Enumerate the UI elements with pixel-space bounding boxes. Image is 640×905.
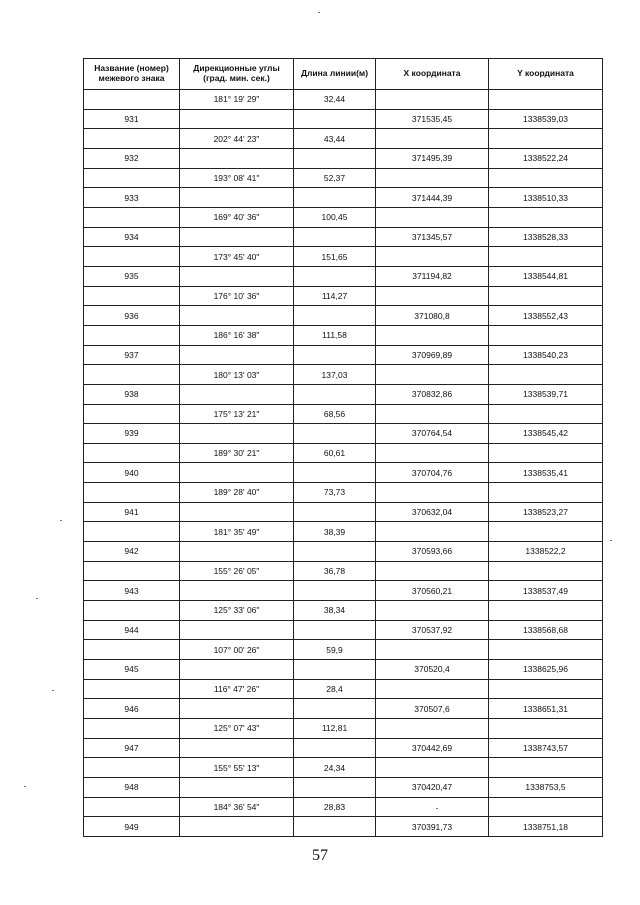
- table-row: [84, 345, 603, 365]
- marker-name-cell: 942: [84, 542, 180, 562]
- table-row: [84, 384, 603, 404]
- x-coordinate-cell: [376, 443, 489, 463]
- x-coordinate-cell: 371194,82: [376, 266, 489, 286]
- direction-angle-cell: [180, 227, 294, 247]
- scan-speck: [24, 786, 26, 787]
- scan-speck: [52, 690, 54, 691]
- x-coordinate-cell: [376, 168, 489, 188]
- table-row: [84, 188, 603, 208]
- y-coordinate-cell: 1338528,33: [489, 227, 603, 247]
- marker-name-cell: [84, 601, 180, 621]
- x-coordinate-cell: [376, 601, 489, 621]
- direction-angle-cell: [180, 581, 294, 601]
- x-coordinate-cell: [376, 679, 489, 699]
- table-row: [84, 325, 603, 345]
- y-coordinate-cell: [489, 207, 603, 227]
- line-length-cell: [294, 699, 376, 719]
- direction-angle-cell: 180° 13' 03": [180, 365, 294, 385]
- table-row: [84, 817, 603, 837]
- y-coordinate-cell: 1338625,96: [489, 660, 603, 680]
- line-length-cell: 137,03: [294, 365, 376, 385]
- table-row: [84, 404, 603, 424]
- direction-angle-cell: 181° 19' 29": [180, 90, 294, 110]
- y-coordinate-cell: 1338545,42: [489, 424, 603, 444]
- table-row: [84, 699, 603, 719]
- y-coordinate-cell: 1338743,57: [489, 738, 603, 758]
- line-length-cell: [294, 188, 376, 208]
- marker-name-cell: [84, 325, 180, 345]
- scan-speck: [610, 540, 612, 541]
- table-row: [84, 738, 603, 758]
- marker-name-cell: [84, 443, 180, 463]
- marker-name-cell: 940: [84, 463, 180, 483]
- header-line-length: Длина линии(м): [294, 59, 376, 90]
- y-coordinate-cell: [489, 90, 603, 110]
- line-length-cell: [294, 738, 376, 758]
- line-length-cell: [294, 581, 376, 601]
- y-coordinate-cell: [489, 168, 603, 188]
- marker-name-cell: [84, 719, 180, 739]
- line-length-cell: [294, 384, 376, 404]
- table-row: [84, 660, 603, 680]
- x-coordinate-cell: [376, 758, 489, 778]
- x-coordinate-cell: [376, 247, 489, 267]
- marker-name-cell: [84, 404, 180, 424]
- x-coordinate-cell: 370507,6: [376, 699, 489, 719]
- boundary-coordinates-table: [83, 58, 603, 837]
- line-length-cell: 24,34: [294, 758, 376, 778]
- direction-angle-cell: 181° 35' 49": [180, 522, 294, 542]
- direction-angle-cell: [180, 738, 294, 758]
- y-coordinate-cell: [489, 325, 603, 345]
- line-length-cell: 100,45: [294, 207, 376, 227]
- table-row: [84, 148, 603, 168]
- direction-angle-cell: [180, 384, 294, 404]
- direction-angle-cell: 189° 30' 21": [180, 443, 294, 463]
- table-row: [84, 266, 603, 286]
- table-row: [84, 168, 603, 188]
- direction-angle-cell: [180, 542, 294, 562]
- table-row: [84, 286, 603, 306]
- marker-name-cell: [84, 640, 180, 660]
- header-direction-angle: Дирекционные углы (град. мин. сек.): [180, 59, 294, 90]
- x-coordinate-cell: 370764,54: [376, 424, 489, 444]
- table-header-row: [84, 59, 603, 90]
- marker-name-cell: 941: [84, 502, 180, 522]
- line-length-cell: 114,27: [294, 286, 376, 306]
- line-length-cell: [294, 424, 376, 444]
- y-coordinate-cell: [489, 365, 603, 385]
- table-body: [84, 90, 603, 837]
- x-coordinate-cell: [376, 129, 489, 149]
- direction-angle-cell: [180, 109, 294, 129]
- table-row: [84, 620, 603, 640]
- marker-name-cell: 947: [84, 738, 180, 758]
- table-row: [84, 207, 603, 227]
- line-length-cell: 111,58: [294, 325, 376, 345]
- marker-name-cell: 937: [84, 345, 180, 365]
- table-row: [84, 365, 603, 385]
- line-length-cell: 38,34: [294, 601, 376, 621]
- table-row: [84, 90, 603, 110]
- direction-angle-cell: [180, 306, 294, 326]
- y-coordinate-cell: [489, 797, 603, 817]
- direction-angle-cell: 186° 16' 38": [180, 325, 294, 345]
- line-length-cell: [294, 266, 376, 286]
- marker-name-cell: [84, 797, 180, 817]
- marker-name-cell: [84, 168, 180, 188]
- line-length-cell: 28,83: [294, 797, 376, 817]
- marker-name-cell: 933: [84, 188, 180, 208]
- line-length-cell: 28,4: [294, 679, 376, 699]
- y-coordinate-cell: [489, 719, 603, 739]
- y-coordinate-cell: 1338539,03: [489, 109, 603, 129]
- y-coordinate-cell: [489, 129, 603, 149]
- direction-angle-cell: 193° 08' 41": [180, 168, 294, 188]
- y-coordinate-cell: [489, 443, 603, 463]
- table-row: [84, 109, 603, 129]
- direction-angle-cell: [180, 699, 294, 719]
- marker-name-cell: 931: [84, 109, 180, 129]
- line-length-cell: [294, 463, 376, 483]
- table-row: [84, 522, 603, 542]
- x-coordinate-cell: 370704,76: [376, 463, 489, 483]
- x-coordinate-cell: [376, 640, 489, 660]
- direction-angle-cell: 202° 44' 23": [180, 129, 294, 149]
- y-coordinate-cell: 1338537,49: [489, 581, 603, 601]
- x-coordinate-cell: [376, 365, 489, 385]
- marker-name-cell: 949: [84, 817, 180, 837]
- line-length-cell: [294, 502, 376, 522]
- line-length-cell: 36,78: [294, 561, 376, 581]
- marker-name-cell: [84, 365, 180, 385]
- x-coordinate-cell: 371495,39: [376, 148, 489, 168]
- table-row: [84, 502, 603, 522]
- x-coordinate-cell: 370391,73: [376, 817, 489, 837]
- direction-angle-cell: 155° 55' 13": [180, 758, 294, 778]
- x-coordinate-cell: 370593,66: [376, 542, 489, 562]
- direction-angle-cell: 169° 40' 36": [180, 207, 294, 227]
- line-length-cell: [294, 542, 376, 562]
- direction-angle-cell: [180, 660, 294, 680]
- marker-name-cell: [84, 758, 180, 778]
- marker-name-cell: [84, 522, 180, 542]
- direction-angle-cell: 175° 13' 21": [180, 404, 294, 424]
- direction-angle-cell: [180, 424, 294, 444]
- y-coordinate-cell: 1338510,33: [489, 188, 603, 208]
- direction-angle-cell: [180, 817, 294, 837]
- direction-angle-cell: [180, 345, 294, 365]
- marker-name-cell: 946: [84, 699, 180, 719]
- y-coordinate-cell: [489, 522, 603, 542]
- y-coordinate-cell: 1338540,23: [489, 345, 603, 365]
- line-length-cell: [294, 620, 376, 640]
- y-coordinate-cell: 1338568,68: [489, 620, 603, 640]
- table-row: [84, 758, 603, 778]
- y-coordinate-cell: 1338552,43: [489, 306, 603, 326]
- line-length-cell: 32,44: [294, 90, 376, 110]
- table-row: [84, 777, 603, 797]
- direction-angle-cell: [180, 620, 294, 640]
- x-coordinate-cell: 370537,92: [376, 620, 489, 640]
- line-length-cell: 52,37: [294, 168, 376, 188]
- line-length-cell: [294, 109, 376, 129]
- direction-angle-cell: 125° 07' 43": [180, 719, 294, 739]
- table-row: [84, 227, 603, 247]
- x-coordinate-cell: [376, 719, 489, 739]
- marker-name-cell: [84, 483, 180, 503]
- marker-name-cell: [84, 286, 180, 306]
- x-coordinate-cell: [376, 325, 489, 345]
- marker-name-cell: [84, 679, 180, 699]
- table-row: [84, 483, 603, 503]
- y-coordinate-cell: 1338753,5: [489, 777, 603, 797]
- marker-name-cell: [84, 561, 180, 581]
- y-coordinate-cell: [489, 286, 603, 306]
- direction-angle-cell: 125° 33' 06": [180, 601, 294, 621]
- direction-angle-cell: 184° 36' 54": [180, 797, 294, 817]
- marker-name-cell: 935: [84, 266, 180, 286]
- line-length-cell: 60,61: [294, 443, 376, 463]
- y-coordinate-cell: [489, 404, 603, 424]
- scan-speck: [318, 12, 320, 13]
- y-coordinate-cell: 1338651,31: [489, 699, 603, 719]
- x-coordinate-cell: [376, 90, 489, 110]
- line-length-cell: 38,39: [294, 522, 376, 542]
- table-row: [84, 601, 603, 621]
- y-coordinate-cell: [489, 601, 603, 621]
- marker-name-cell: 934: [84, 227, 180, 247]
- y-coordinate-cell: [489, 561, 603, 581]
- y-coordinate-cell: 1338523,27: [489, 502, 603, 522]
- table-row: [84, 306, 603, 326]
- x-coordinate-cell: [376, 483, 489, 503]
- scan-speck: [436, 808, 438, 809]
- line-length-cell: [294, 777, 376, 797]
- x-coordinate-cell: 370442,69: [376, 738, 489, 758]
- page-number: 57: [312, 847, 328, 864]
- marker-name-cell: 943: [84, 581, 180, 601]
- x-coordinate-cell: 371535,45: [376, 109, 489, 129]
- marker-name-cell: 936: [84, 306, 180, 326]
- line-length-cell: [294, 817, 376, 837]
- line-length-cell: [294, 227, 376, 247]
- direction-angle-cell: [180, 266, 294, 286]
- direction-angle-cell: 176° 10' 36": [180, 286, 294, 306]
- x-coordinate-cell: 370520,4: [376, 660, 489, 680]
- marker-name-cell: [84, 90, 180, 110]
- line-length-cell: 43,44: [294, 129, 376, 149]
- marker-name-cell: [84, 129, 180, 149]
- x-coordinate-cell: [376, 207, 489, 227]
- table-row: [84, 561, 603, 581]
- y-coordinate-cell: [489, 247, 603, 267]
- direction-angle-cell: 107° 00' 26": [180, 640, 294, 660]
- header-y-coordinate: Y координата: [489, 59, 603, 90]
- x-coordinate-cell: 371444,39: [376, 188, 489, 208]
- line-length-cell: [294, 306, 376, 326]
- x-coordinate-cell: [376, 797, 489, 817]
- direction-angle-cell: [180, 502, 294, 522]
- direction-angle-cell: 116° 47' 26": [180, 679, 294, 699]
- x-coordinate-cell: 370832,86: [376, 384, 489, 404]
- direction-angle-cell: [180, 148, 294, 168]
- table-row: [84, 679, 603, 699]
- y-coordinate-cell: [489, 640, 603, 660]
- direction-angle-cell: 173° 45' 40": [180, 247, 294, 267]
- x-coordinate-cell: 370969,89: [376, 345, 489, 365]
- header-x-coordinate: X координата: [376, 59, 489, 90]
- table-row: [84, 581, 603, 601]
- header-marker-name: Название (номер) межевого знака: [84, 59, 180, 90]
- table-row: [84, 797, 603, 817]
- direction-angle-cell: 155° 26' 05": [180, 561, 294, 581]
- scan-speck: [60, 520, 62, 521]
- table-row: [84, 542, 603, 562]
- x-coordinate-cell: 370560,21: [376, 581, 489, 601]
- table-row: [84, 463, 603, 483]
- marker-name-cell: 944: [84, 620, 180, 640]
- marker-name-cell: 945: [84, 660, 180, 680]
- x-coordinate-cell: [376, 561, 489, 581]
- line-length-cell: 59,9: [294, 640, 376, 660]
- marker-name-cell: 932: [84, 148, 180, 168]
- y-coordinate-cell: 1338539,71: [489, 384, 603, 404]
- marker-name-cell: [84, 207, 180, 227]
- table-row: [84, 640, 603, 660]
- scan-speck: [36, 598, 38, 599]
- x-coordinate-cell: 370632,04: [376, 502, 489, 522]
- line-length-cell: [294, 148, 376, 168]
- table-row: [84, 443, 603, 463]
- direction-angle-cell: [180, 188, 294, 208]
- line-length-cell: [294, 345, 376, 365]
- table-row: [84, 719, 603, 739]
- line-length-cell: 68,56: [294, 404, 376, 424]
- y-coordinate-cell: [489, 679, 603, 699]
- y-coordinate-cell: 1338544,81: [489, 266, 603, 286]
- marker-name-cell: 939: [84, 424, 180, 444]
- x-coordinate-cell: [376, 404, 489, 424]
- table-row: [84, 424, 603, 444]
- y-coordinate-cell: [489, 758, 603, 778]
- y-coordinate-cell: 1338522,2: [489, 542, 603, 562]
- x-coordinate-cell: [376, 286, 489, 306]
- marker-name-cell: 938: [84, 384, 180, 404]
- y-coordinate-cell: [489, 483, 603, 503]
- x-coordinate-cell: 371345,57: [376, 227, 489, 247]
- table-row: [84, 129, 603, 149]
- table-row: [84, 247, 603, 267]
- direction-angle-cell: 189° 28' 40": [180, 483, 294, 503]
- x-coordinate-cell: 371080,8: [376, 306, 489, 326]
- line-length-cell: 112,81: [294, 719, 376, 739]
- line-length-cell: 73,73: [294, 483, 376, 503]
- marker-name-cell: [84, 247, 180, 267]
- y-coordinate-cell: 1338522,24: [489, 148, 603, 168]
- x-coordinate-cell: 370420,47: [376, 777, 489, 797]
- direction-angle-cell: [180, 777, 294, 797]
- x-coordinate-cell: [376, 522, 489, 542]
- y-coordinate-cell: 1338535,41: [489, 463, 603, 483]
- direction-angle-cell: [180, 463, 294, 483]
- line-length-cell: [294, 660, 376, 680]
- line-length-cell: 151,65: [294, 247, 376, 267]
- marker-name-cell: 948: [84, 777, 180, 797]
- y-coordinate-cell: 1338751,18: [489, 817, 603, 837]
